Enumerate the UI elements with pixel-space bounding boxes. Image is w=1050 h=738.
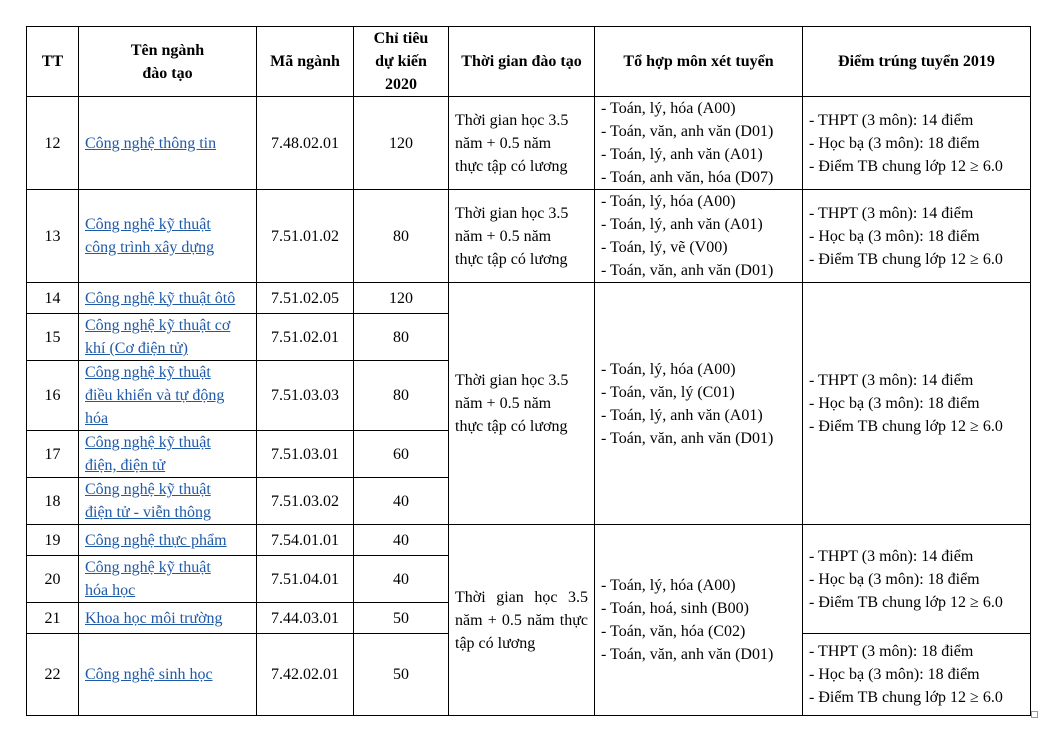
program-quota: 50	[354, 603, 449, 634]
program-name	[79, 556, 257, 603]
row-number: 21	[27, 603, 79, 634]
table-row	[27, 97, 1031, 190]
program-code: 7.51.02.01	[257, 314, 354, 361]
program-name	[79, 97, 257, 190]
score-cell	[803, 525, 1031, 634]
duration-line: năm + 0.5 năm	[455, 395, 552, 412]
combo-cell	[595, 283, 803, 525]
score-line: - Học bạ (3 môn): 18 điểm	[809, 227, 980, 245]
program-quota: 120	[354, 97, 449, 190]
program-link[interactable]: Công nghệ thông tin	[85, 134, 217, 152]
score-line: - THPT (3 môn): 14 điểm	[809, 372, 974, 389]
combo-line: - Toán, văn, anh văn (D01)	[601, 429, 774, 447]
program-name-line: Công nghệ kỹ thuật	[85, 434, 211, 451]
header-line: Tên ngành	[130, 41, 205, 59]
combo-cell	[595, 190, 803, 283]
program-name-line: Công nghệ kỹ thuật	[85, 364, 211, 381]
score-line: - Điểm TB chung lớp 12 ≥ 6.0	[809, 157, 1003, 175]
program-name	[79, 314, 257, 361]
combo-cell	[595, 97, 803, 190]
combo-line: - Toán, văn, anh văn (D01)	[601, 646, 774, 663]
program-code: 7.51.01.02	[257, 190, 354, 283]
program-name	[79, 525, 257, 556]
program-quota: 40	[354, 478, 449, 525]
program-link[interactable]	[85, 434, 211, 474]
program-quota: 80	[354, 361, 449, 431]
score-line: - Học bạ (3 môn): 18 điểm	[809, 666, 980, 683]
score-line: - THPT (3 môn): 18 điểm	[809, 643, 974, 660]
combo-line: - Toán, văn, hóa (C02)	[601, 623, 746, 640]
duration-line: Thời gian học 3.5	[455, 372, 569, 389]
duration-line: Thời gian học 3.5	[455, 204, 569, 222]
program-code: 7.51.03.01	[257, 431, 354, 478]
duration-cell	[449, 97, 595, 190]
score-line: - Điểm TB chung lớp 12 ≥ 6.0	[809, 689, 1003, 706]
resize-handle[interactable]	[1031, 711, 1038, 718]
program-code: 7.44.03.01	[257, 603, 354, 634]
score-line: - THPT (3 môn): 14 điểm	[809, 204, 974, 222]
combo-line: - Toán, lý, anh văn (A01)	[601, 406, 763, 424]
program-name-line: Công nghệ kỹ thuật	[85, 559, 211, 576]
header-line: dự kiến	[375, 53, 427, 70]
program-name-line: Công nghệ kỹ thuật cơ	[85, 317, 231, 334]
header-chi-tieu	[354, 27, 449, 97]
program-code: 7.51.03.02	[257, 478, 354, 525]
program-code: 7.51.04.01	[257, 556, 354, 603]
duration-cell: Thời gian học 3.5 năm + 0.5 năm thực tập có lương	[449, 525, 595, 716]
header-ma-nganh: Mã ngành	[257, 27, 354, 97]
score-cell	[803, 97, 1031, 190]
program-name-line: điện, điện tử	[85, 457, 166, 474]
score-cell	[803, 190, 1031, 283]
program-name	[79, 431, 257, 478]
combo-cell	[595, 525, 803, 716]
combo-line: - Toán, lý, vẽ (V00)	[601, 239, 728, 256]
score-line: - Điểm TB chung lớp 12 ≥ 6.0	[809, 250, 1003, 268]
table-row	[27, 283, 1031, 314]
program-link[interactable]	[85, 481, 211, 521]
program-quota: 120	[354, 283, 449, 314]
header-line: 2020	[385, 76, 417, 93]
row-number: 20	[27, 556, 79, 603]
program-name	[79, 603, 257, 634]
table-row	[27, 525, 1031, 556]
program-quota: 40	[354, 556, 449, 603]
combo-line: - Toán, lý, hóa (A00)	[601, 100, 736, 117]
header-line: đào tạo	[142, 64, 193, 82]
header-tt: TT	[27, 27, 79, 97]
program-name-line: khí (Cơ điện tử)	[85, 340, 188, 357]
combo-line: - Toán, văn, anh văn (D01)	[601, 123, 774, 140]
program-link[interactable]: Công nghệ sinh học	[85, 666, 213, 683]
row-number: 16	[27, 361, 79, 431]
combo-line: - Toán, lý, hóa (A00)	[601, 577, 736, 594]
row-number: 15	[27, 314, 79, 361]
program-link[interactable]	[85, 559, 211, 599]
combo-line: - Toán, lý, anh văn (A01)	[601, 146, 763, 163]
row-number: 17	[27, 431, 79, 478]
program-quota: 60	[354, 431, 449, 478]
program-link[interactable]	[85, 317, 230, 357]
program-link[interactable]: Công nghệ kỹ thuật ôtô	[85, 289, 236, 307]
program-name-line: điện tử - viễn thông	[85, 504, 211, 521]
program-code: 7.42.02.01	[257, 634, 354, 716]
score-cell	[803, 283, 1031, 525]
program-name	[79, 283, 257, 314]
program-quota: 80	[354, 314, 449, 361]
duration-line: năm + 0.5 năm	[455, 134, 552, 152]
header-ten-nganh	[79, 27, 257, 97]
program-name	[79, 634, 257, 716]
program-link[interactable]	[85, 216, 214, 256]
program-name-line: hóa	[85, 410, 109, 427]
program-name	[79, 190, 257, 283]
program-name	[79, 478, 257, 525]
header-row	[27, 27, 1031, 97]
score-line: - THPT (3 môn): 14 điểm	[809, 111, 974, 129]
combo-line: - Toán, anh văn, hóa (D07)	[601, 169, 774, 186]
program-code: 7.51.02.05	[257, 283, 354, 314]
combo-line: - Toán, lý, hóa (A00)	[601, 360, 736, 378]
combo-line: - Toán, lý, anh văn (A01)	[601, 216, 763, 233]
program-name	[79, 361, 257, 431]
row-number: 12	[27, 97, 79, 190]
header-line: Chỉ tiêu	[373, 30, 429, 47]
program-quota: 50	[354, 634, 449, 716]
duration-line: năm + 0.5 năm	[455, 227, 552, 245]
program-link[interactable]: Công nghệ thực phẩm	[85, 531, 227, 549]
program-name-line: Công nghệ kỹ thuật	[85, 216, 211, 233]
admission-table	[26, 26, 1031, 716]
header-thoi-gian: Thời gian đào tạo	[449, 27, 595, 97]
program-link[interactable]: Khoa học môi trường	[85, 609, 223, 627]
program-code: 7.51.03.03	[257, 361, 354, 431]
duration-cell	[449, 283, 595, 525]
duration-line: thực tập có lương	[455, 418, 568, 435]
program-link[interactable]	[85, 364, 224, 427]
duration-cell	[449, 190, 595, 283]
duration-line: thực tập có lương	[455, 157, 568, 175]
score-cell	[803, 634, 1031, 716]
score-line: - Học bạ (3 môn): 18 điểm	[809, 395, 980, 412]
combo-line: - Toán, hoá, sinh (B00)	[601, 600, 749, 617]
duration-line: thực tập có lương	[455, 250, 568, 268]
score-line: - Điểm TB chung lớp 12 ≥ 6.0	[809, 593, 1003, 611]
combo-line: - Toán, văn, lý (C01)	[601, 383, 735, 401]
duration-line: Thời gian học 3.5	[455, 111, 569, 129]
row-number: 22	[27, 634, 79, 716]
program-code: 7.48.02.01	[257, 97, 354, 190]
header-diem: Điểm trúng tuyển 2019	[803, 27, 1031, 97]
score-line: - THPT (3 môn): 14 điểm	[809, 547, 974, 565]
combo-line: - Toán, văn, anh văn (D01)	[601, 262, 774, 279]
program-name-line: hóa học	[85, 582, 136, 599]
row-number: 19	[27, 525, 79, 556]
program-code: 7.54.01.01	[257, 525, 354, 556]
score-line: - Học bạ (3 môn): 18 điểm	[809, 134, 980, 152]
header-to-hop: Tổ hợp môn xét tuyển	[595, 27, 803, 97]
program-quota: 80	[354, 190, 449, 283]
program-name-line: công trình xây dựng	[85, 239, 215, 256]
program-quota: 40	[354, 525, 449, 556]
row-number: 18	[27, 478, 79, 525]
row-number: 14	[27, 283, 79, 314]
score-line: - Điểm TB chung lớp 12 ≥ 6.0	[809, 418, 1003, 435]
table-row	[27, 190, 1031, 283]
combo-line: - Toán, lý, hóa (A00)	[601, 193, 736, 210]
row-number: 13	[27, 190, 79, 283]
score-line: - Học bạ (3 môn): 18 điểm	[809, 570, 980, 588]
program-name-line: Công nghệ kỹ thuật	[85, 481, 211, 498]
program-name-line: điều khiển và tự động	[85, 387, 225, 404]
